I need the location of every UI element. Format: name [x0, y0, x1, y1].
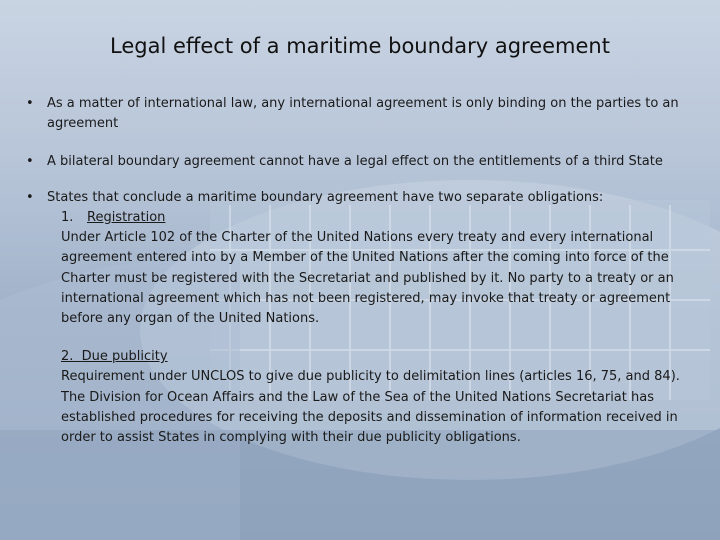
bullet-item: [26, 94, 696, 134]
bullet-marker: •: [26, 190, 34, 205]
obligation-number: 1.: [61, 210, 74, 225]
obligation-due-publicity: [47, 347, 696, 448]
bullet-text: As a matter of international law, any international agreement is only binding on the parties to an agreement: [47, 96, 679, 131]
obligation-heading: [61, 208, 696, 228]
bullet-marker: •: [26, 154, 34, 169]
obligation-heading-text: Due publicity: [81, 349, 168, 365]
obligation-registration: [47, 208, 696, 329]
bullet-marker: •: [26, 96, 34, 111]
bullet-text: A bilateral boundary agreement cannot have a legal effect on the entitlements of a third State: [47, 154, 663, 169]
obligation-heading: [61, 347, 696, 367]
obligation-text: Requirement under UNCLOS to give due publicity to delimitation lines (articles 16, 75, and 84). The Division for Ocean Affairs and the Law of the Sea of the United Nations Secretariat has established procedures for receiving the deposits and dissemination of information received in order to assist States in complying with their due publicity obligations.: [61, 369, 680, 446]
slide-title: Legal effect of a maritime boundary agreement: [110, 34, 610, 58]
bullet-text: States that conclude a maritime boundary agreement have two separate obligations:: [47, 190, 604, 205]
obligation-text: Under Article 102 of the Charter of the United Nations every treaty and every international agreement entered into by a Member of the United Nations after the coming into force of the Charter must be registered with the Secretariat and published by it. No party to a treaty or an international agreement which has not been registered, may invoke that treaty or agreement before any organ of the United Nations.: [61, 230, 674, 327]
obligation-heading-text: Registration: [87, 210, 166, 225]
bullet-item: [26, 188, 696, 448]
bullet-item: [26, 152, 696, 172]
slide-body: [26, 94, 696, 448]
spacer: [47, 329, 696, 347]
obligation-number: 2.: [61, 349, 74, 365]
